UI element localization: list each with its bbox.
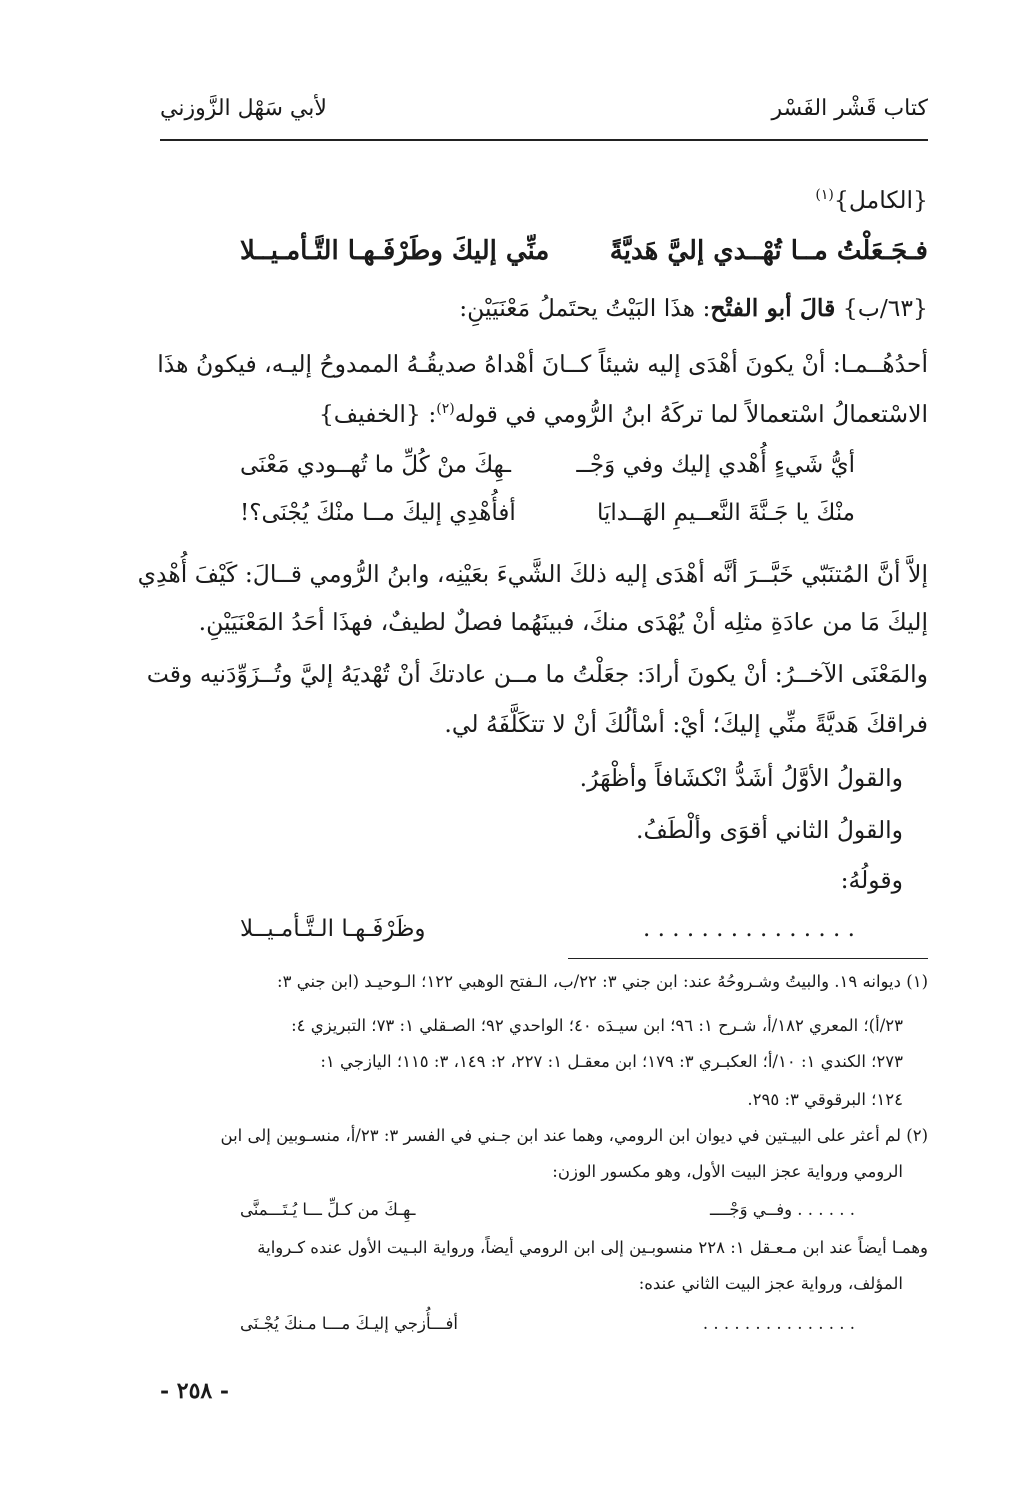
footnote-ref-1: (١) [815,187,834,204]
paragraph-2: أحدُهُــمـا: أنْ يكونَ أهْدَى إليه شيئاً كــانَ أهْداهُ صديقُـهُ الممدوحُ إليـه، فيكونُ هذَا [157,350,928,378]
footnote-1-line-2: ٢٣/أ)؛ المعري ١٨٢/أ، شـرح ١: ٩٦؛ ابن سيـدَه ٤٠؛ الواحدي ٩٢؛ الصـقلي ١: ٧٣؛ التبريزي ٤: [291,1016,903,1035]
author-name: لأبي سَهْل الزَّوزني [160,96,327,121]
quoted-verse-text: وظَرْفَـهـا الـتَّـأمـيــلا [240,916,426,942]
speaker-name: قالَ أبو الفتْح [710,294,836,322]
footnote-2-line-4: المؤلف، ورواية عجز البيت الثاني عنده: [638,1274,903,1293]
footnote-ref-2: (٢) [436,401,455,418]
footnote-2-line-3: وهمـا أيضاً عند ابن مـعـقل ١: ٢٢٨ منسوبـين إلى ابن الرومي أيضاً، ورواية البـيت الأول عنده كـرواية [257,1238,928,1257]
footnote-rule [568,958,928,959]
paragraph-1 [459,294,928,322]
paragraph-1-text: : هذَا البَيْتُ يحتَملُ مَعْنَيَيْنِ: [459,294,711,322]
verse-second-half: منِّي إليكَ وطَرْفَـهـا التَّـأمـيــلا [240,236,550,266]
paragraph-6: والمَعْنَى الآخــرُ: أنْ يكونَ أرادَ: جعَلْتُ ما مــن عادتكَ أنْ تُهْديَهُ إليَّ وتُــزَوِّدَنيه وقت [146,660,928,688]
book-title: كتاب قَشْر الفَسْر [771,96,928,121]
footnote-2-line-1: (٢) لم أعثر على البيـتين في ديوان ابن الرومي، وهما عند ابن جـني في الفسر ٣: ٢٣/أ، منسـوبين إلى ابن [220,1126,928,1145]
verse-first-half: فـجَـعَلْتُ مــا تُهْــدي إليَّ هَديَّةً [609,236,928,266]
paragraph-3-text: الاسْتعمالُ اسْتعمالاً لما تركَهُ ابنُ الرُّومي في قوله [454,400,928,428]
paragraph-7: فراقكَ هَديَّةً منِّي إليكَ؛ أيْ: أسْألُكَ أنْ لا تتكَلَّفَهُ لي. [444,710,928,738]
paragraph-5: إليكَ مَا من عادَةِ مثلِه أنْ يُهْدَى منكَ، فبينَهُما فصلٌ لطيفٌ، فهذَا أحَدُ المَعْنَيَيْنِ. [198,608,928,636]
paragraph-8: والقولُ الأوَّلُ أشَدُّ انْكشَافاً وأظْهَرُ. [579,764,903,792]
folio-ref: {٦٣/ب} [842,294,928,322]
footnote-1-line-4: ١٢٤؛ البرقوقي ٣: ٢٩٥. [747,1090,903,1109]
footnote-1-line-3: ٢٧٣؛ الكندي ١: ١٠/أ؛ العكبـري ٣: ١٧٩؛ ابن معقـل ١: ٢٢٧، ٢: ١٤٩، ٣: ١١٥؛ اليازجي ١: [320,1052,903,1071]
footnote-2-verse-2-left: أفـــأُزجي إليـكَ مـــا مـنكَ يُجْـنَى [240,1314,458,1333]
quoted-verse-dots: . . . . . . . . . . . . . . . [642,916,855,942]
header-rule [160,139,928,141]
poem-line-2-left: أفأُهْدِي إليكَ مــا منْكَ يُجْنَى؟! [240,500,516,526]
paragraph-3 [319,400,928,428]
meter-label [815,186,928,214]
poem-line-1-left: ـهِكَ منْ كُلِّ ما تُهــودي مَعْنَى [240,452,511,478]
meter-name-2: : {الخفيف} [318,400,437,428]
paragraph-4: إلاَّ أنَّ المُتنَبّي خَبَّــرَ أنَّه أهْدَى إليه ذلكَ الشَّيءَ بعَيْنِه، وابنُ الرُّومي قــالَ: كَيْفَ أُهْدِي [137,560,928,588]
meter-name: {الكامل} [833,186,928,214]
paragraph-10: وقولُهُ: [840,866,903,894]
footnote-2-verse-1-left: ـهِـكَ من كـلِّ ـــا يُـتَـــمنَّى [240,1200,416,1219]
poem-line-1-right: أيُّ شَيءٍ أُهْدي إليك وفي وَجْــ [576,452,855,478]
footnote-2-verse-2-right: . . . . . . . . . . . . . . . [702,1314,855,1333]
footnote-1-line-1: (١) ديوانه ١٩. والبيتُ وشـروحُهُ عند: ابن جني ٣: ٢٢/ب، الـفتح الوهبي ١٢٢؛ الـوحيـد (ابن جني ٣: [277,972,928,991]
poem-line-2-right: منْكَ يا جَـنَّةَ النَّعــيمِ الهَــدايَا [596,500,855,526]
footnote-2-line-2: الرومي ورواية عجز البيت الأول، وهو مكسور الوزن: [552,1162,903,1181]
paragraph-9: والقولُ الثاني أقوَى وألْطَفُ. [635,816,903,844]
page-number: - ٢٥٨ - [160,1378,230,1404]
footnote-2-verse-1-right: . . . . . . وفــي وَجْــــ [710,1200,855,1219]
